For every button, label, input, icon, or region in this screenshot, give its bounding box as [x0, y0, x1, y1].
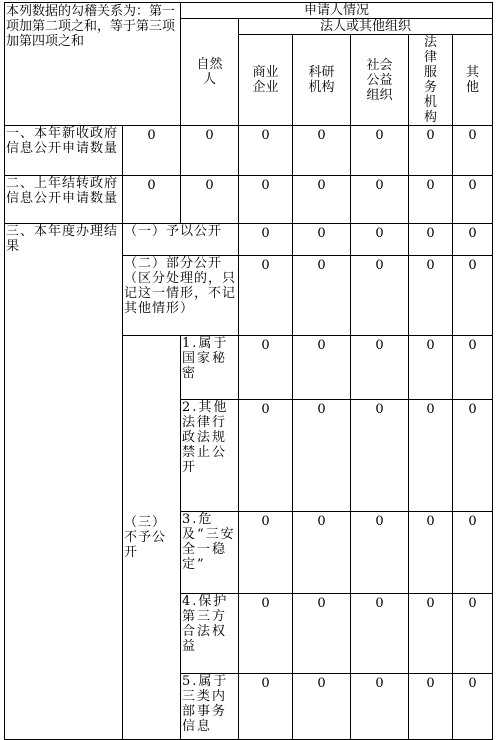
cell-value: 0: [409, 126, 453, 176]
cell-value: 0: [453, 512, 493, 594]
cell-value: 0: [239, 400, 293, 512]
cell-value: 0: [239, 126, 293, 176]
cell-value: 0: [181, 176, 239, 224]
disclosure-stats-table: [4, 2, 493, 740]
cell-value: 0: [453, 594, 493, 674]
cell-value: 0: [293, 336, 351, 400]
cell-value: 0: [351, 400, 409, 512]
cell-value: 0: [453, 224, 493, 256]
cell-value: 0: [409, 674, 453, 740]
row-label-partial: （二）部分公开（区分处理的，只记这一情形，不记其他情形）: [123, 256, 239, 336]
cell-value: 0: [351, 256, 409, 336]
cell-value: 0: [293, 512, 351, 594]
cell-value: 0: [409, 224, 453, 256]
row-label-third-party: 4.保护第三方合法权益: [181, 594, 239, 674]
cell-value: 0: [453, 176, 493, 224]
cell-value: 0: [239, 336, 293, 400]
col-header-public-welfare: 社会公益组织: [351, 35, 409, 126]
cell-value: 0: [123, 176, 181, 224]
cell-value: 0: [409, 594, 453, 674]
cell-value: 0: [409, 176, 453, 224]
cell-value: 0: [351, 176, 409, 224]
cell-value: 0: [181, 126, 239, 176]
cell-value: 0: [293, 256, 351, 336]
col-header-legal-service: 法律服务机构: [409, 35, 453, 126]
cell-value: 0: [453, 674, 493, 740]
row-label-new-requests: 一、本年新收政府信息公开申请数量: [5, 126, 123, 176]
row-label-internal-affairs: 5.属于三类内部事务信息: [181, 674, 239, 740]
cell-value: 0: [453, 336, 493, 400]
cell-value: 0: [351, 594, 409, 674]
col-header-research: 科研机构: [293, 35, 351, 126]
cell-value: 0: [351, 674, 409, 740]
row-label-state-secret: 1.属于国家秘密: [181, 336, 239, 400]
col-header-other: 其他: [453, 35, 493, 126]
cell-value: 0: [409, 512, 453, 594]
row-label-three-securities: 3.危及“三安全一稳定”: [181, 512, 239, 594]
natural-person-header: 自然人: [181, 19, 239, 126]
cell-value: 0: [239, 674, 293, 740]
cell-value: 0: [123, 126, 181, 176]
disclosure-stats-table-wrapper: [4, 2, 493, 740]
cell-value: 0: [293, 224, 351, 256]
legal-person-group-header: 法人或其他组织: [239, 19, 493, 35]
row-label-law-prohibited: 2.其他法律行政法规禁止公开: [181, 400, 239, 512]
cell-value: 0: [351, 336, 409, 400]
cell-value: 0: [293, 594, 351, 674]
corner-label-cell: [5, 3, 181, 126]
cell-value: 0: [239, 256, 293, 336]
cell-value: 0: [409, 256, 453, 336]
table-row: [5, 224, 493, 256]
cell-value: 0: [293, 674, 351, 740]
cell-value: 0: [453, 256, 493, 336]
corner-label: 本列数据的勾稽关系为：第一项加第二项之和，等于第三项加第四项之和: [6, 4, 176, 49]
row-label-disclosed: （一）予以公开: [123, 224, 239, 256]
row-label-results: 三、本年度办理结果: [5, 224, 123, 740]
cell-value: 0: [409, 400, 453, 512]
cell-value: 0: [239, 594, 293, 674]
col-header-commercial: 商业企业: [239, 35, 293, 126]
cell-value: 0: [453, 400, 493, 512]
cell-value: 0: [239, 176, 293, 224]
cell-value: 0: [293, 126, 351, 176]
applicant-status-header: 申请人情况: [181, 3, 493, 19]
cell-value: 0: [293, 176, 351, 224]
cell-value: 0: [351, 512, 409, 594]
cell-value: 0: [293, 400, 351, 512]
row-label-not-disclosed: （三）不予公开: [123, 336, 181, 740]
cell-value: 0: [351, 224, 409, 256]
table-row: [5, 176, 493, 224]
table-row: [5, 126, 493, 176]
cell-value: 0: [453, 126, 493, 176]
cell-value: 0: [239, 512, 293, 594]
row-label-carried-over: 二、上年结转政府信息公开申请数量: [5, 176, 123, 224]
cell-value: 0: [409, 336, 453, 400]
cell-value: 0: [239, 224, 293, 256]
cell-value: 0: [351, 126, 409, 176]
